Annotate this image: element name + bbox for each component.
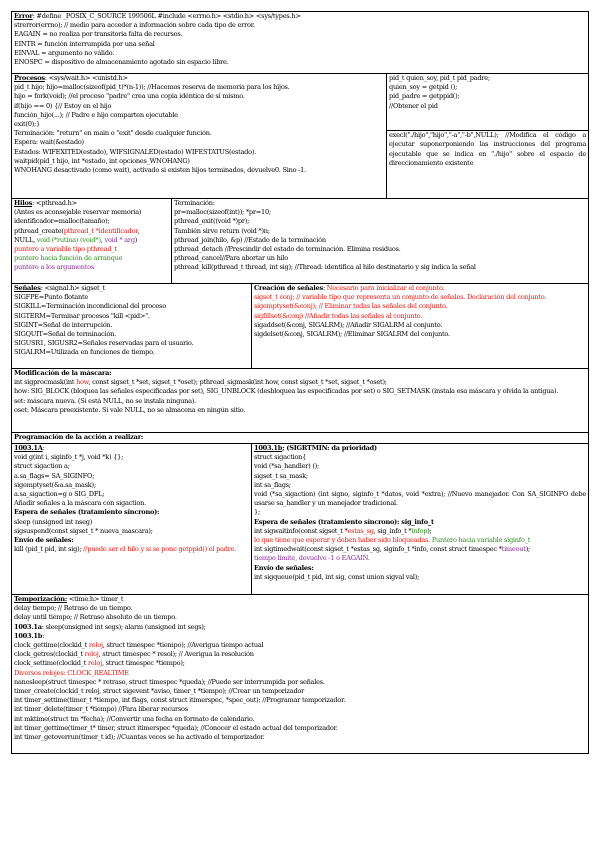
text-segment: Terminación:: [174, 199, 215, 207]
text-line: [14, 406, 586, 415]
text-segment: : <sys/wait.h> <unistd.h>: [44, 74, 128, 82]
text-line: [254, 312, 586, 321]
text-segment: sigfillset(&conj) //Añadir todas las señales al conjunto.: [254, 311, 423, 320]
text-segment: void (*rutina): [36, 235, 79, 244]
text-line: [389, 102, 586, 111]
text-segment: pthread_t *identificador: [63, 226, 138, 235]
text-line: [14, 623, 586, 632]
text-segment: how: SIG_BLOCK (bloquea las señales especificadas por set), SIG_UNBLOCK (desbloquea las especificadas por set) o SIG_SETMASK (instala esa máscara y olvida la antigua).: [14, 387, 559, 396]
signals-section: [12, 284, 252, 369]
text-line: [14, 129, 384, 138]
text-segment: //puede ser el hilo y si se pone getppid() el padre.: [83, 545, 237, 554]
text-segment: void * arg: [104, 235, 135, 244]
text-line: [14, 604, 586, 613]
text-segment: pthread_cancel//Para abortar un hilo: [174, 254, 289, 263]
text-segment: int timer_delete(timer_t *tiempo) //Para liberar recursos: [14, 705, 188, 714]
text-line: [174, 245, 586, 254]
processes-section: [12, 74, 387, 199]
text-line: [14, 508, 249, 517]
text-line: [254, 462, 586, 471]
text-segment: (void*): [80, 235, 101, 244]
text-segment: quien_soy = getpid ();: [389, 83, 458, 92]
text-segment: reloj: [84, 650, 99, 659]
text-segment: Estados: WIFEXITED(estado), WIFSIGNALED(estado) WIFESTATUS(estado).: [14, 147, 257, 156]
text-segment: Espera de señales (tratamiento síncrono):: [14, 508, 160, 517]
text-segment: SIGINT=Señal de interrupción.: [14, 320, 113, 329]
text-line: [14, 12, 586, 21]
text-line: [14, 724, 586, 733]
timing-section: [12, 595, 589, 754]
text-line: [14, 378, 586, 387]
text-line: [14, 659, 586, 668]
text-segment: waitpid(pid_t hijo, int *estado, int opciones_WNOHANG): [14, 156, 190, 165]
exec-text: execl("./hijo","hijo","-a","-b",NULL); //Modifica el código a ejecutar suponerponiendo las instrucciones del programa ejecutable que se indica en "./hijo" sobre el espacio de direccionamiento existente: [389, 131, 587, 167]
sheet-table: [11, 11, 589, 754]
text-segment: Procesos: [14, 74, 45, 82]
text-segment: : <pthread.h>: [32, 199, 77, 207]
text-segment: Temporización:: [14, 595, 67, 603]
text-line: [14, 157, 384, 166]
text-line: [254, 573, 586, 582]
text-line: [14, 595, 586, 604]
text-segment: int timer_gettime(timer_t* timer, struct itimerspec *queda); //Conocer el estado actual del temporizador.: [14, 723, 338, 732]
programming-section: [12, 433, 589, 444]
text-segment: SIGALRM=Utilizada en funciones de tiempo.: [14, 348, 155, 357]
text-line: [174, 208, 586, 217]
text-line: [254, 284, 586, 293]
text-segment: pthread_create(: [14, 226, 64, 235]
text-line: [14, 148, 384, 157]
text-segment: :: [42, 444, 45, 452]
text-segment: sigemptyset(&a.sa_mask);: [14, 480, 96, 489]
text-line: [254, 508, 586, 517]
text-line: [14, 21, 586, 30]
text-segment: void (*sa_sigaction) (int signo, siginfo_t *datos, void *extra); //Nuevo manejador. Con SA_SIGINFO debe usarse sa_handler y un manejador tradicional.: [254, 490, 587, 508]
text-segment: lo que tiene que esperar y deben haber sido bloqueadas.: [254, 536, 432, 545]
text-segment: sleep (unsigned int nseg): [14, 517, 93, 526]
text-line: [14, 518, 249, 527]
text-segment: pthread_detach //Prescindir del estado de terminación. Elimina residuos.: [174, 245, 401, 254]
text-segment: void g(int i, siginfo_t *j, void *k) {};: [14, 453, 124, 462]
text-segment: Envío de señales:: [254, 563, 314, 572]
text-segment: pthread_join(hilo, &p) //Estado de la terminación: [174, 235, 326, 244]
text-segment: kill (pid_t pid, int sig);: [14, 545, 84, 554]
text-segment: Modificación de la máscara:: [14, 369, 112, 377]
errors-section: [12, 12, 589, 74]
text-line: [254, 527, 586, 536]
text-line: [14, 245, 169, 254]
text-segment: strerror(errno); // medio para acceder a información sobre cada tipo de error.: [14, 21, 255, 30]
text-line: [14, 102, 384, 111]
text-segment: int sigprocmask(int: [14, 378, 77, 387]
text-line: [14, 227, 169, 236]
text-line: [14, 481, 249, 490]
text-segment: infop: [411, 526, 428, 535]
text-segment: SIGKILL=Terminación incondicional del proceso: [14, 302, 166, 311]
text-line: [14, 293, 249, 302]
text-segment: sigemptyset(&conj); // Eliminar todas las señales del conjunto.: [254, 302, 448, 311]
text-segment: SIGTERM=Terminar procesos "kill <pid>".: [14, 311, 150, 320]
text-line: [174, 254, 586, 263]
text-segment: Espera: wait(&estado): [14, 138, 84, 147]
text-segment: oset: Máscara preexistente. Si vale NULL, no se almacena en ningún sitio.: [14, 405, 246, 414]
text-line: [14, 330, 249, 339]
text-segment: ,: [100, 235, 105, 244]
text-segment: EAGAIN = no realiza por transitoria falta de recursos.: [14, 30, 183, 39]
text-line: [14, 696, 586, 705]
text-line: [174, 199, 586, 208]
text-segment: SIGFPE=Punto flotante: [14, 293, 89, 302]
text-segment: ; (SIGRTMIN: da prioridad): [282, 444, 377, 452]
text-segment: sigaddset(&conj, SIGALRM); //Añadir SIGALRM al conjunto.: [254, 320, 443, 329]
text-segment: clock_getres(clockid_t: [14, 650, 85, 659]
text-line: [174, 263, 586, 272]
text-segment: Terminación: "return" en main o "exit" desde cualquier función.: [14, 129, 212, 138]
text-segment: exit(0);}: [14, 120, 40, 129]
text-segment: );: [427, 526, 432, 535]
text-segment: };: [254, 508, 260, 517]
text-segment: , struct timespec *tiempo);: [101, 659, 185, 668]
text-line: [254, 545, 586, 554]
action-1003-1a-section: [12, 444, 252, 595]
text-line: [254, 330, 586, 339]
text-segment: ,: [137, 226, 140, 235]
text-segment: int sigqueue(pid_t pid, int sig, const union sigval val);: [254, 572, 420, 581]
text-segment: sigset_t conj; // variable tipo que representa un conjunto de señales. Declaración del conjunto.: [254, 293, 547, 302]
text-segment: //Obtener el pid: [389, 101, 438, 110]
text-line: [14, 545, 249, 554]
text-segment: :: [42, 631, 45, 640]
exec-section: [387, 131, 589, 199]
text-segment: , sig_info_t *: [373, 526, 412, 535]
text-segment: ENOSPC = dispositivo de almacenamiento agotado sin espacio libre.: [14, 58, 229, 67]
text-line: [14, 166, 384, 175]
text-line: [14, 111, 384, 120]
text-segment: SIGQUIT=Señal de terminación.: [14, 330, 117, 339]
text-line: [14, 217, 169, 226]
text-segment: Hilos: [14, 199, 33, 207]
text-segment: how: [76, 378, 89, 387]
text-line: [389, 92, 586, 101]
text-segment: int timer_getoverrun(timer_t id); //Cuantas veces se ha activado el temporizador.: [14, 733, 265, 742]
text-segment: , struct timespec *tiempo); //Averigua tiempo actual: [102, 641, 264, 650]
text-segment: ): [134, 235, 138, 244]
text-segment: sigsuspend(const sigset_t * nueva_mascara);: [14, 526, 153, 535]
text-segment: delay until tiempo; // Retraso absoluto de un tiempo.: [14, 613, 177, 622]
text-line: [254, 302, 586, 311]
text-segment: puntero a los argumentos: [14, 263, 95, 272]
text-segment: clock_settime(clockid_t: [14, 659, 89, 668]
threads-section: [12, 199, 172, 284]
text-segment: pid_t hijo; hijo=malloc(sizeof(pid_t)*(n-1)); //Hacemos reserva de memoria para los hijos.: [14, 83, 290, 92]
text-segment: 1003.1A: [14, 444, 43, 452]
text-line: [14, 92, 384, 101]
text-segment: EINVAL = argumento no válido.: [14, 48, 115, 57]
text-segment: reloj: [88, 641, 103, 650]
text-segment: puntero a variable tipo pthread_t: [14, 245, 117, 254]
text-line: [14, 733, 586, 742]
text-line: [254, 554, 586, 563]
text-segment: a.sa_flags= SA_SIGINFO;: [14, 471, 95, 480]
text-segment: void (*sa_handler) ();: [254, 462, 319, 471]
text-line: [14, 263, 169, 272]
text-line: [14, 40, 586, 49]
text-segment: función_hijo(...); // Padre e hijo comparten ejecutable: [14, 110, 178, 119]
text-segment: pthread_kill(pthread_t thread, int sig); //Thread: identifica al hilo destinatario y sig indica la señal: [174, 263, 476, 272]
programming-title: Programación de la acción a realizar:: [14, 433, 144, 441]
text-line: [14, 462, 249, 471]
text-line: [14, 613, 586, 622]
text-segment: :: [322, 284, 327, 292]
text-line: [14, 312, 249, 321]
text-line: [14, 472, 249, 481]
text-segment: puntero hacia función de arranque: [14, 254, 123, 263]
text-line: [14, 687, 586, 696]
text-line: [14, 641, 586, 650]
text-line: [254, 536, 586, 545]
text-line: [14, 254, 169, 263]
text-line: [14, 30, 586, 39]
text-segment: (Antes es aconsejable reservar memoria): [14, 208, 142, 217]
text-line: [14, 669, 586, 678]
text-segment: Diversos relojes: CLOCK_REALTIME: [14, 668, 129, 677]
text-line: [254, 490, 586, 508]
text-line: [14, 650, 586, 659]
text-segment: Puntero hacia variable siginfo_t: [431, 536, 531, 545]
text-line: [14, 339, 249, 348]
text-segment: set: máscara nueva. (Si está NULL, no se instala ninguna).: [14, 396, 196, 405]
text-segment: estas_sg: [347, 526, 374, 535]
text-segment: timer_create(clockid_t reloj, struct sigevent *aviso, timer_t *tiempo); //Crear un temporizador: [14, 687, 305, 696]
text-segment: WNOHANG desactivado (como wait), activado si existen hijos terminados, devuelve0. Sino -1.: [14, 166, 306, 175]
text-line: [254, 564, 586, 573]
text-segment: pr=malloc(sizeof(int)); *pr=10;: [174, 208, 271, 217]
text-line: [14, 632, 586, 641]
text-segment: reloj: [88, 659, 102, 668]
text-segment: pthread_exit((void *)pr);: [174, 217, 250, 226]
text-line: [14, 74, 384, 83]
text-line: [14, 321, 249, 330]
text-segment: struct sigaction{: [254, 453, 307, 462]
text-line: [14, 527, 249, 536]
text-line: [14, 715, 586, 724]
text-line: [174, 217, 586, 226]
text-line: [14, 284, 249, 293]
text-line: [14, 499, 249, 508]
text-segment: 1003.1b: [254, 444, 283, 452]
text-segment: Error: [14, 12, 33, 20]
text-line: [254, 472, 586, 481]
signal-creation-section: [252, 284, 589, 369]
text-segment: : sleep(unsigned int segs); alarm (unsigned int segs);: [41, 622, 206, 631]
text-segment: identificador=malloc(tamaño);: [14, 217, 110, 226]
mask-section: [12, 369, 589, 433]
text-line: [254, 321, 586, 330]
text-segment: int sigwaitinfo(const sigset_t *: [254, 526, 348, 535]
text-segment: hijo = fork(void); //el proceso "padre" crea una copia idéntica de sí mismo.: [14, 92, 245, 101]
text-segment: Envío de señales:: [14, 536, 74, 545]
text-line: [14, 199, 169, 208]
text-line: [14, 58, 586, 67]
text-segment: tiempo límite, devuelve -1 o EAGAIN.: [254, 554, 370, 563]
text-line: [254, 444, 586, 453]
text-segment: 1003.1a: [14, 622, 42, 631]
text-line: [14, 120, 384, 129]
text-segment: Espera de señales (tratamiento síncrono): sig_info_t: [254, 517, 434, 526]
text-line: [14, 236, 169, 245]
text-line: [14, 397, 586, 406]
text-segment: Señales: [14, 284, 41, 292]
text-segment: <time.h> timer_t: [66, 595, 124, 603]
text-segment: Añadir señales a la máscara con sigaction.: [14, 499, 146, 508]
text-segment: int timer_settime(timer_t *tiempo, int flags, const struct itimerspec, *spec_out); //Programar temporizador.: [14, 696, 346, 705]
text-segment: clock_gettime(clockid_t: [14, 641, 89, 650]
text-line: [14, 678, 586, 687]
text-line: [14, 453, 249, 462]
text-line: [14, 49, 586, 58]
text-segment: pid_t quien_soy, pid_t pid_padre;: [389, 74, 490, 82]
text-segment: );: [525, 545, 530, 554]
text-segment: if(hijo == 0) {// Estoy en el hijo: [14, 101, 112, 110]
text-segment: , const sigset_t *set, sigset_t *oset); pthread_sigmask(int how, const sigset_t *set, sigset_t *oset);: [88, 378, 387, 387]
text-segment: 1003.1b: [14, 631, 43, 640]
text-line: [254, 481, 586, 490]
text-segment: : <signal.h> sigset_t: [40, 284, 105, 292]
text-line: [14, 369, 586, 378]
text-line: [14, 83, 384, 92]
text-line: [14, 705, 586, 714]
text-segment: Creación de señales: [254, 284, 323, 292]
pid-section: [387, 74, 589, 131]
text-line: [174, 236, 586, 245]
text-line: [14, 490, 249, 499]
text-line: [254, 293, 586, 302]
cheat-sheet-document: [11, 11, 588, 754]
text-line: [254, 518, 586, 527]
text-segment: pid_padre = getppid();: [389, 92, 460, 101]
text-line: [14, 444, 249, 453]
text-segment: timeout: [501, 545, 526, 554]
text-line: [14, 536, 249, 545]
text-segment: int mktime(struct tm *fecha); //Convertir una fecha en formato de calendario.: [14, 714, 255, 723]
text-segment: a.sa_sigaction=g o SIG_DFL;: [14, 490, 105, 499]
text-segment: EINTR = función interrumpida por una señal: [14, 39, 155, 48]
text-segment: : #define _POSIX_C_SOURCE 199506L #include <errno.h> <stdio.h> <sys/types.h>: [32, 12, 301, 20]
text-line: [14, 138, 384, 147]
text-line: [174, 227, 586, 236]
text-segment: , struct timespec * resol); // Averigua la resolución: [98, 650, 254, 659]
text-segment: int sa_flags;: [254, 480, 291, 489]
text-segment: Necesario para inicializar el conjunto.: [326, 284, 445, 292]
text-line: [14, 387, 586, 396]
text-line: [389, 83, 586, 92]
action-1003-1b-section: [252, 444, 589, 595]
text-segment: SIGUSR1, SIGUSR2=Señales reservadas para el usuario.: [14, 339, 194, 348]
text-line: [254, 453, 586, 462]
text-line: [14, 302, 249, 311]
thread-termination-section: [172, 199, 589, 284]
text-line: [389, 74, 586, 83]
text-line: [14, 208, 169, 217]
text-segment: int sigtimedwait(const sigset_t *estas_sg, siginfo_t *info, const struct timespec *: [254, 545, 502, 554]
text-segment: struct sigaction a;: [14, 462, 70, 471]
text-segment: sigset_t sa_mask;: [254, 471, 308, 480]
text-segment: También sirve return (void *)n;: [174, 226, 270, 235]
text-line: [14, 348, 249, 357]
text-segment: sigdelset(&conj, SIGALRM); //Eliminar SIGALRM del conjunto.: [254, 330, 450, 339]
text-segment: delay tiempo; // Retraso de un tiempo.: [14, 604, 133, 613]
text-segment: NULL,: [14, 235, 37, 244]
text-segment: nanosleep(struct timespec * retraso, struct timespec *queda); //Puede ser interrumpida por señales.: [14, 677, 325, 686]
